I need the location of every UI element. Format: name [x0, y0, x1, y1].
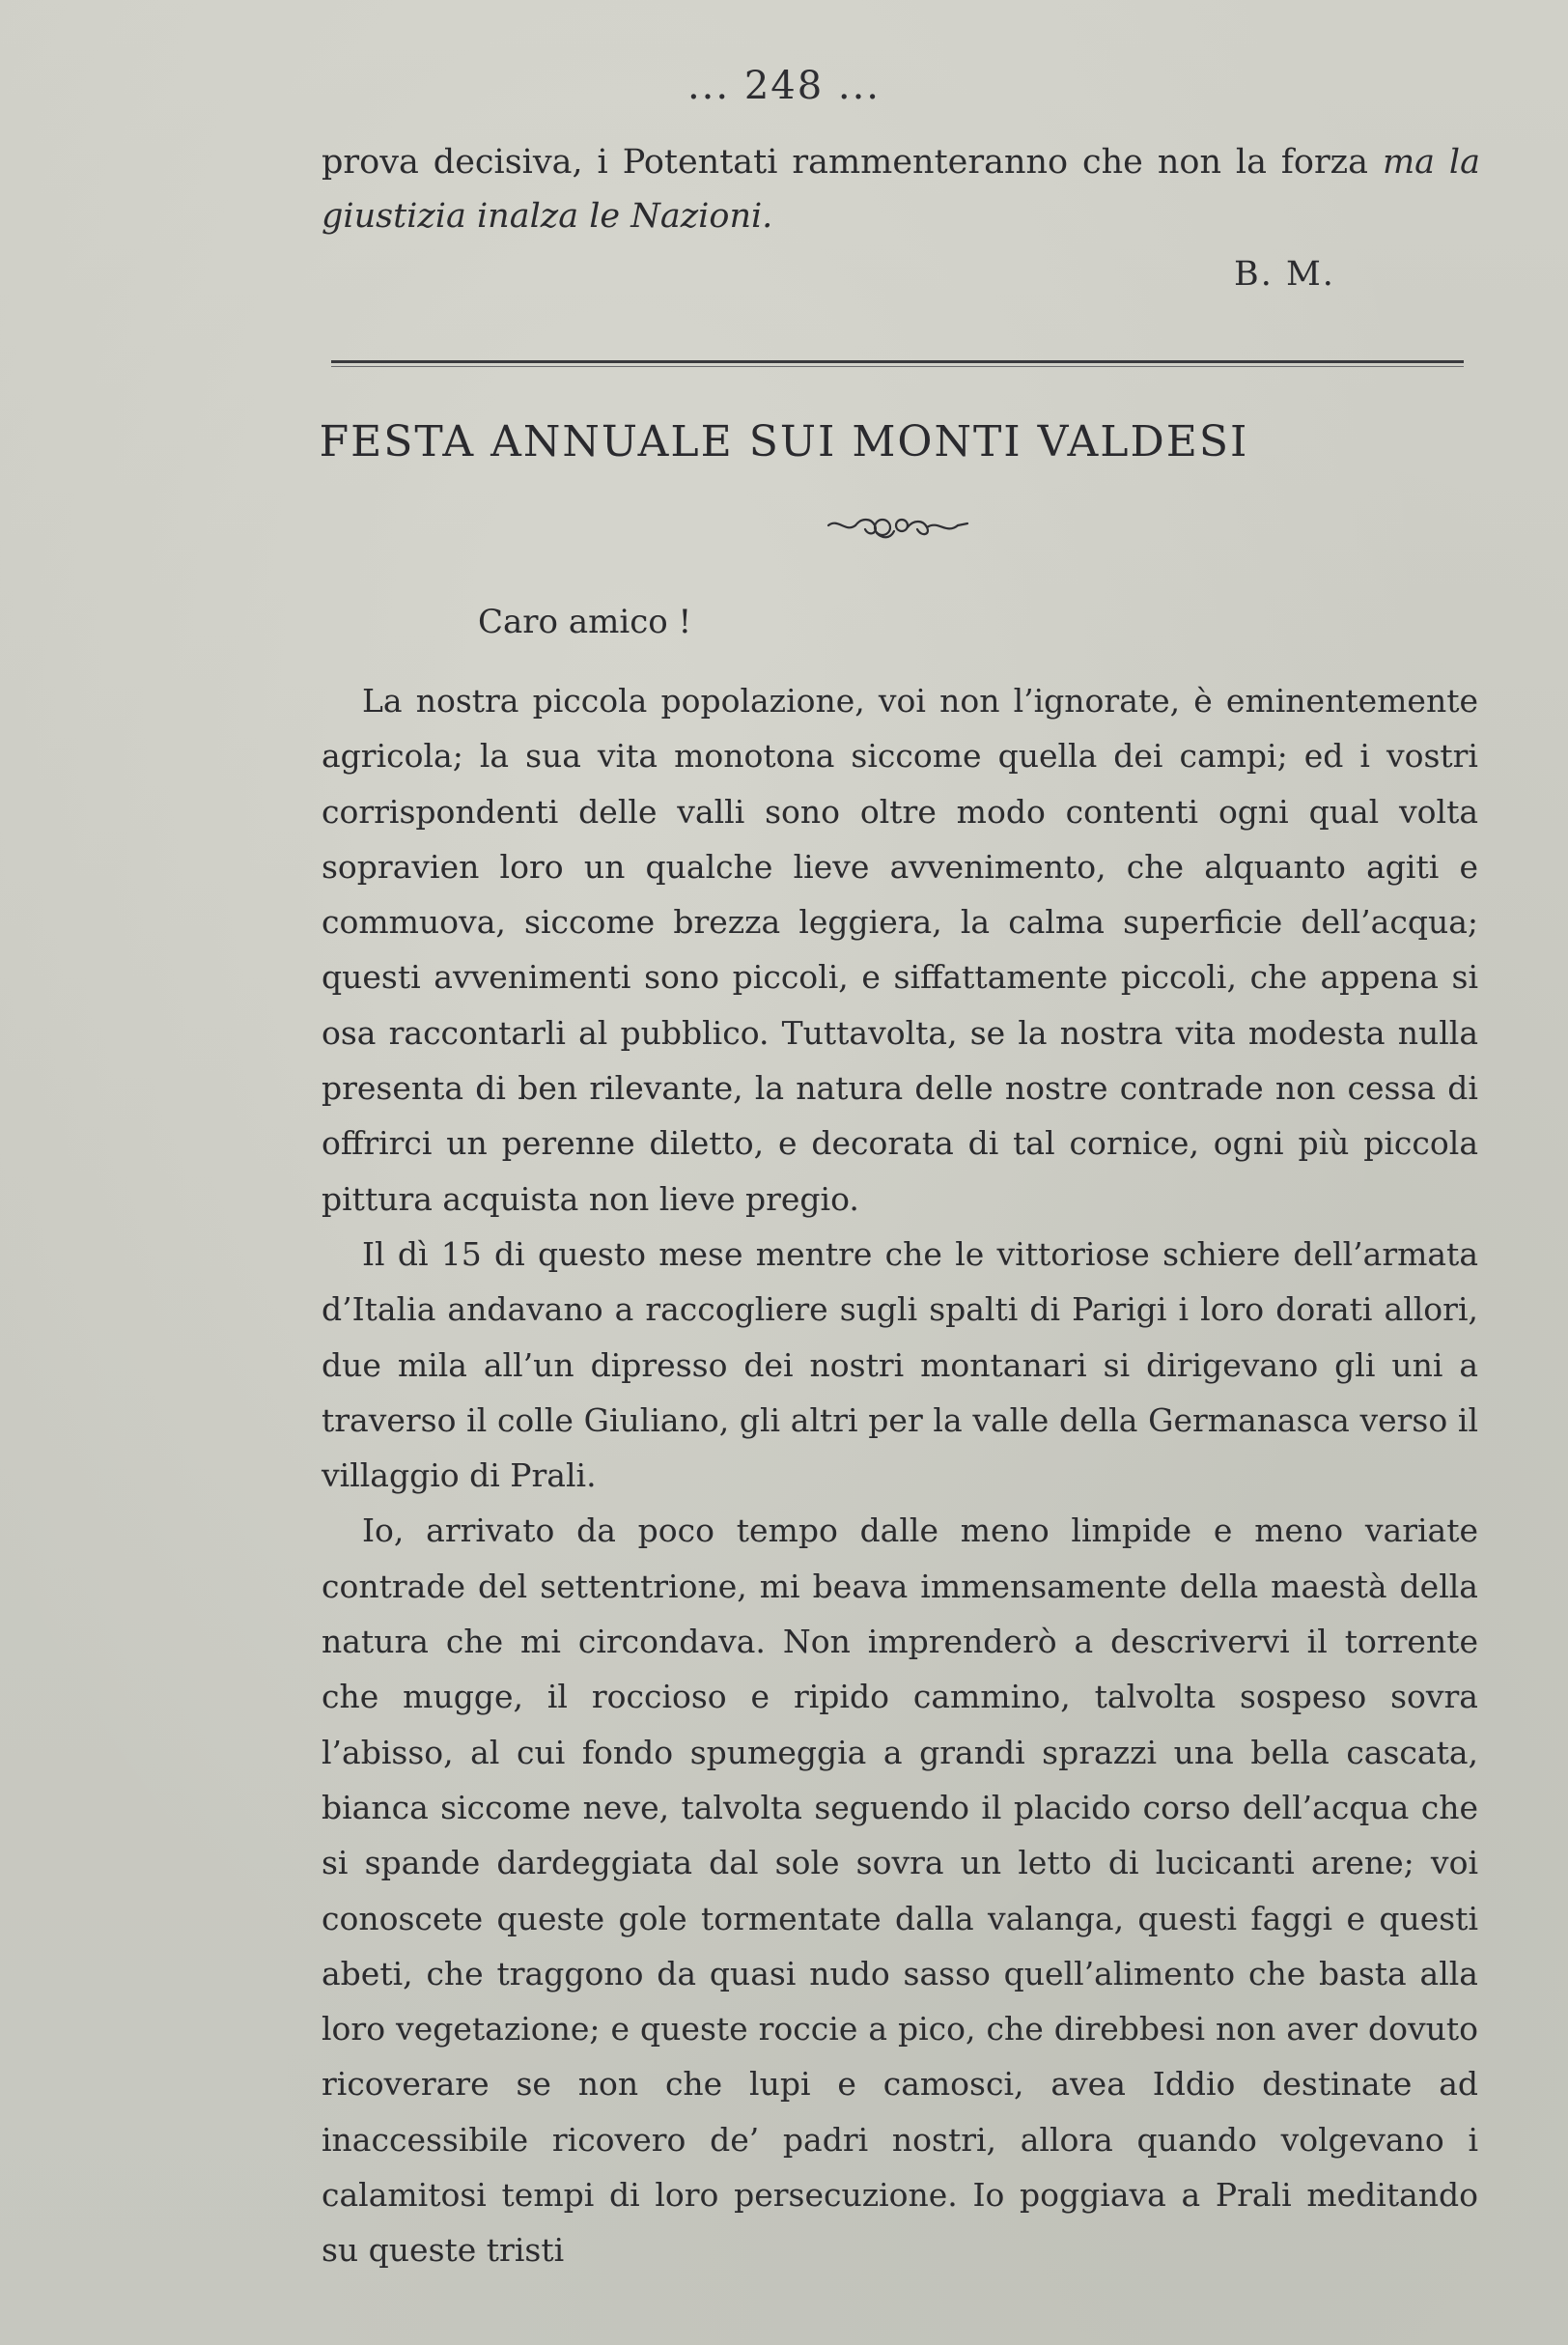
paragraph: Il dì 15 di questo mese mentre che le vittoriose schiere dell’armata d’Italia andavano a raccogliere sugli spalti di Parigi i loro dorati allori, due mila all’un dipresso dei nostri montanari si dirigevano gli uni a traverso il colle Giuliano, gli altri per la valle della Germanasca verso il villaggio di Prali.: [322, 1234, 1478, 1495]
intro-text: [322, 135, 1480, 243]
section-divider-thin: [331, 366, 1464, 367]
paragraph: La nostra piccola popolazione, voi non l’ignorate, è eminentemente agricola; la sua vita monotona siccome quella dei campi; ed i vostri corrispondenti delle valli sono oltre modo contenti ogni qual volta sopravien loro un qualche lieve avvenimento, che alquanto agiti e commuova, siccome brezza leggiera, la calma superficie dell’acqua; questi avvenimenti sono piccoli, e siffattamente piccoli, che appena si osa raccontarli al pubblico. Tuttavolta, se la nostra vita modesta nulla presenta di ben rilevante, la natura delle nostre contrade non cessa di offrirci un perenne diletto, e decorata di tal cornice, ogni più piccola pittura acquista non lieve pregio.: [322, 682, 1478, 1218]
paragraph: Io, arrivato da poco tempo dalle meno limpide e meno variate contrade del settentrione, mi beava immensamente della maestà della natura che mi circondava. Non imprenderò a descrivervi il torrente che mugge, il roccioso e ripido cammino, talvolta sospeso sovra l’abisso, al cui fondo spumeggia a grandi sprazzi una bella cascata, bianca siccome neve, talvolta seguendo il placido corso dell’acqua che si spande dardeggiata dal sole sovra un letto di lucicanti arene; voi conoscete queste gole tormentate dalla valanga, questi faggi e questi abeti, che traggono da quasi nudo sasso quell’alimento che basta alla loro vegetazione; e queste roccie a pico, che direbbesi non aver dovuto ricoverare se non che lupi e camosci, avea Iddio destinate ad inaccessibile ricovero de’ padri nostri, allora quando volgevano i calamitosi tempi di loro persecuzione. Io poggiava a Prali meditando su queste tristi: [322, 1512, 1478, 2270]
article-title: FESTA ANNUALE SUI MONTI VALDESI: [319, 417, 1249, 466]
intro-plain-text: prova decisiva, i Potentati rammenteranno che non la forza: [322, 143, 1383, 182]
letter-body: [322, 673, 1478, 2278]
intro-italic-text: ma la giustizia inalza le Nazioni.: [322, 143, 1480, 236]
salutation: Caro amico !: [478, 603, 692, 641]
page-number: ... 248 ...: [686, 64, 882, 108]
ornament-icon: [821, 508, 975, 547]
author-signature: B. M.: [1234, 255, 1335, 294]
section-divider: [331, 360, 1464, 363]
